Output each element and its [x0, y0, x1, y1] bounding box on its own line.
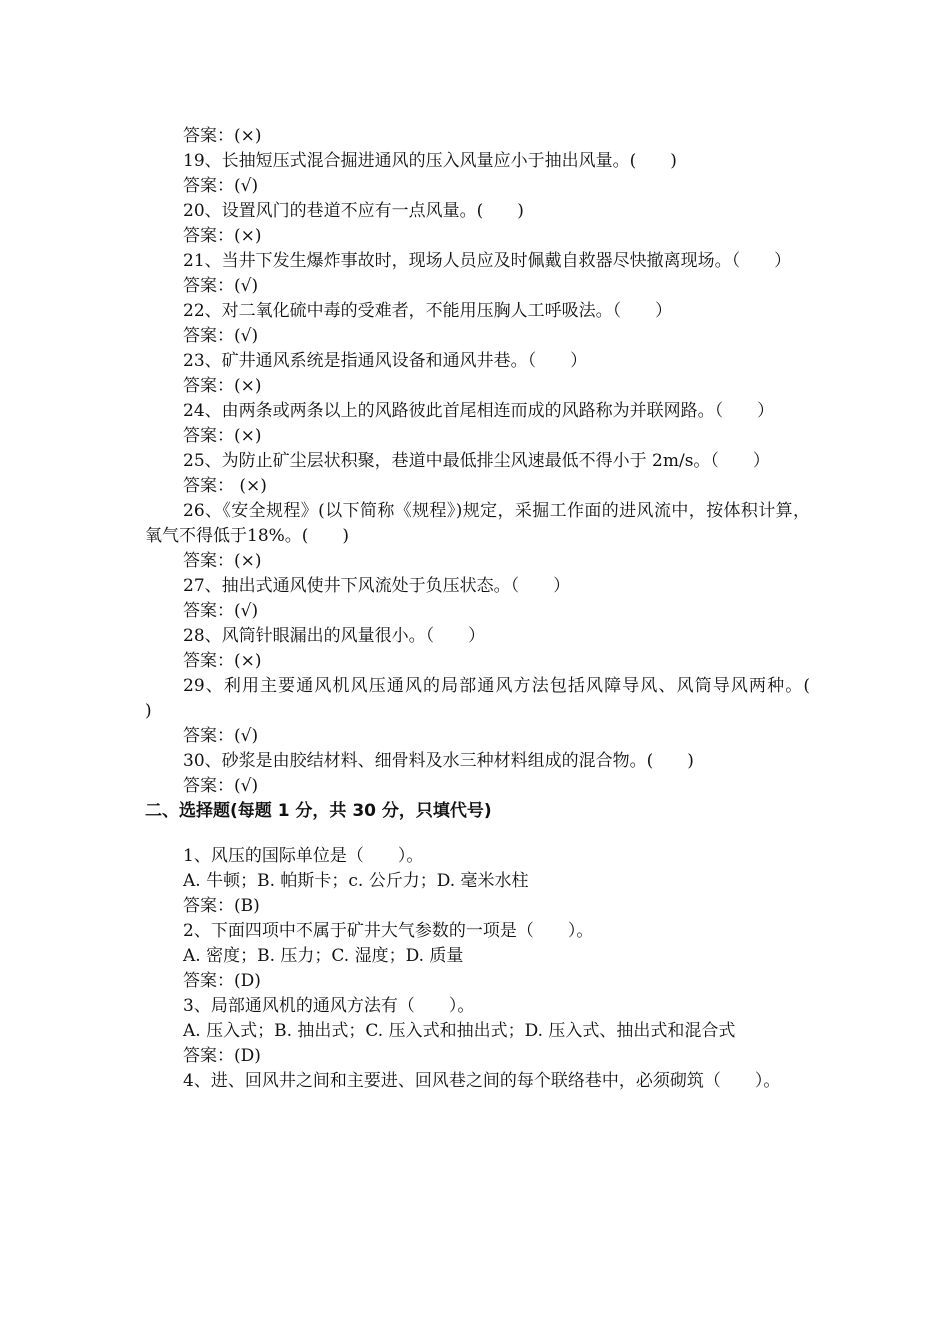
answer-29: 答案：(√) — [183, 726, 259, 746]
answer-28: 答案：(×) — [183, 651, 262, 671]
question-28: 28、风筒针眼漏出的风量很小。（ ） — [183, 626, 486, 646]
section-heading-choice: 二、选择题(每题 1 分，共 30 分，只填代号) — [145, 801, 492, 821]
answer-23: 答案：(×) — [183, 376, 262, 396]
answer-30: 答案：(√) — [183, 776, 259, 796]
choice-answer-2: 答案：(D) — [183, 971, 261, 991]
choice-answer-3: 答案：(D) — [183, 1046, 261, 1066]
answer-24: 答案：(×) — [183, 426, 262, 446]
answer-26: 答案：(×) — [183, 551, 262, 571]
question-27: 27、抽出式通风使井下风流处于负压状态。（ ） — [183, 576, 571, 596]
choice-options-2: A. 密度；B. 压力；C. 湿度；D. 质量 — [183, 946, 464, 966]
answer-22: 答案：(√) — [183, 326, 259, 346]
choice-question-3: 3、局部通风机的通风方法有（ ）。 — [183, 996, 475, 1016]
answer-18: 答案：(×) — [183, 126, 262, 146]
question-29: 29、利用主要通风机风压通风的局部通风方法包括风障导风、风筒导风两种。( ) — [145, 676, 844, 721]
question-25: 25、为防止矿尘层状积聚，巷道中最低排尘风速最低不得小于 2m/s。（ ） — [183, 451, 770, 471]
choice-question-4: 4、进、回风井之间和主要进、回风巷之间的每个联络巷中，必须砌筑（ ）。 — [183, 1071, 781, 1091]
document-page — [145, 124, 844, 1094]
answer-20: 答案：(×) — [183, 226, 262, 246]
question-21: 21、当井下发生爆炸事故时，现场人员应及时佩戴自救器尽快撤离现场。（ ） — [183, 251, 792, 271]
question-22: 22、对二氧化硫中毒的受难者，不能用压胸人工呼吸法。（ ） — [183, 301, 673, 321]
answer-27: 答案：(√) — [183, 601, 259, 621]
question-23: 23、矿井通风系统是指通风设备和通风井巷。（ ） — [183, 351, 588, 371]
question-26: 26、《安全规程》(以下简称《规程》)规定，采掘工作面的进风流中，按体积计算，氧气不得低于18%。( ) — [145, 501, 810, 546]
question-20: 20、设置风门的巷道不应有一点风量。( ) — [183, 201, 524, 221]
question-30: 30、砂浆是由胶结材料、细骨料及水三种材料组成的混合物。( ) — [183, 751, 694, 771]
question-19: 19、长抽短压式混合掘进通风的压入风量应小于抽出风量。( ) — [183, 151, 677, 171]
answer-19: 答案：(√) — [183, 176, 259, 196]
choice-answer-1: 答案：(B) — [183, 896, 260, 916]
answer-25: 答案： (×) — [183, 476, 267, 496]
choice-options-3: A. 压入式；B. 抽出式；C. 压入式和抽出式；D. 压入式、抽出式和混合式 — [183, 1021, 736, 1041]
choice-question-1: 1、风压的国际单位是（ ）。 — [183, 846, 424, 866]
choice-question-2: 2、下面四项中不属于矿井大气参数的一项是（ ）。 — [183, 921, 594, 941]
answer-21: 答案：(√) — [183, 276, 259, 296]
choice-options-1: A. 牛顿；B. 帕斯卡；c. 公斤力；D. 毫米水柱 — [183, 871, 529, 891]
question-24: 24、由两条或两条以上的风路彼此首尾相连而成的风路称为并联网路。（ ） — [183, 401, 775, 421]
